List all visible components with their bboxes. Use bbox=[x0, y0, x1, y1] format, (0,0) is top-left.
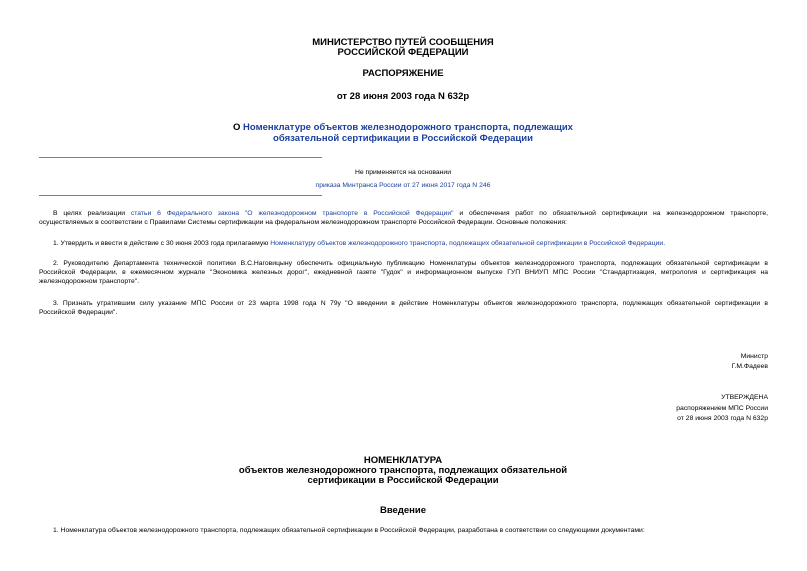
status-note-line: Не применяется на основании bbox=[354, 169, 452, 176]
signature-name: Г.М.Фадеев bbox=[731, 363, 768, 370]
status-note-link[interactable]: приказа Минтранса России от 27 июня 2017 года N 246 bbox=[315, 182, 491, 189]
ministry-line-2: РОССИЙСКОЙ ФЕДЕРАЦИИ bbox=[337, 47, 469, 58]
doc-title-line-2[interactable]: обязательной сертификации в Российской Федерации bbox=[273, 133, 533, 144]
nomenclature-subtitle-1: объектов железнодорожного транспорта, подлежащих обязательной bbox=[238, 465, 568, 476]
item-1-text: 1. Утвердить и ввести в действие с 30 июня 2003 года прилагаемую bbox=[53, 240, 271, 247]
item-3-line-2: Российской Федерации". bbox=[39, 309, 118, 316]
title-link[interactable]: Номенклатуре объектов железнодорожного транспорта, подлежащих bbox=[243, 122, 573, 133]
item-3-paragraph bbox=[39, 299, 768, 317]
intro-heading: Введение bbox=[379, 505, 427, 516]
intro-paragraph bbox=[53, 526, 768, 535]
item-1-end: . bbox=[663, 240, 666, 247]
item-2-line-3: железнодорожном транспорте". bbox=[39, 278, 140, 285]
preamble-paragraph bbox=[39, 209, 768, 227]
nomenclature-subtitle-2: сертификации в Российской Федерации bbox=[307, 475, 499, 486]
signature-position: Министр bbox=[740, 353, 768, 360]
preamble-line-2: осуществляемых в соответствии с Правилами Системы сертификации на федеральном железнодорожном транспорте Российской Федерации. Основные положения: bbox=[39, 219, 567, 226]
preamble-text-cont: и обеспечения работ по обязательной сертификации на железнодорожном транспорте, bbox=[453, 210, 768, 217]
item-2-line-2: Российской Федерации, в ежемесячном журнале "Экономика железных дорог", ежедневной газете "Гудок" и информационном выпуске ГУП ВНИУП МПС России "Стандартизация, метрология и сертификация на bbox=[39, 269, 768, 276]
doc-title-line-1 bbox=[203, 122, 603, 133]
preamble-text: В целях реализации bbox=[53, 210, 131, 217]
approval-line-3: от 28 июня 2003 года N 632р bbox=[677, 415, 768, 422]
preamble-line-1 bbox=[39, 209, 768, 218]
approval-line-1: УТВЕРЖДЕНА bbox=[721, 394, 768, 401]
divider-bottom bbox=[39, 195, 322, 196]
item-1-line bbox=[53, 239, 768, 248]
item-2-line-1: 2. Руководителю Департамента технической политики В.С.Наговицыну обеспечить официальную публикацию Номенклатуры объектов железнодорожного транспорта, подлежащих обязательной сертификации в bbox=[53, 260, 768, 267]
law-article-link[interactable]: статьи 6 Федерального закона "О железнодорожном транспорте в Российской Федерации" bbox=[130, 210, 454, 217]
nomenclature-link[interactable]: Номенклатуру объектов железнодорожного транспорта, подлежащих обязательной сертификации в Российской Федерации bbox=[270, 240, 664, 247]
intro-line-1: 1. Номенклатура объектов железнодорожного транспорта, подлежащих обязательной сертификации в Российской Федерации, разработана в соответствии со следующими документами: bbox=[53, 527, 645, 534]
title-prefix: О bbox=[233, 122, 244, 133]
item-2-paragraph bbox=[39, 259, 768, 286]
doc-date: от 28 июня 2003 года N 632р bbox=[336, 91, 470, 102]
nomenclature-title: НОМЕНКЛАТУРА bbox=[363, 455, 443, 466]
ministry-line-1: МИНИСТЕРСТВО ПУТЕЙ СООБЩЕНИЯ bbox=[312, 37, 494, 48]
approval-line-2: распоряжением МПС России bbox=[676, 405, 768, 412]
divider-top bbox=[39, 157, 322, 158]
item-1-paragraph bbox=[53, 239, 768, 248]
item-3-line-1: 3. Признать утратившим силу указание МПС России от 23 марта 1998 года N 79у "О введении в действие Номенклатуры объектов железнодорожного транспорта, подлежащих обязательной сертификации в bbox=[53, 300, 768, 307]
doc-type: РАСПОРЯЖЕНИЕ bbox=[362, 68, 444, 79]
